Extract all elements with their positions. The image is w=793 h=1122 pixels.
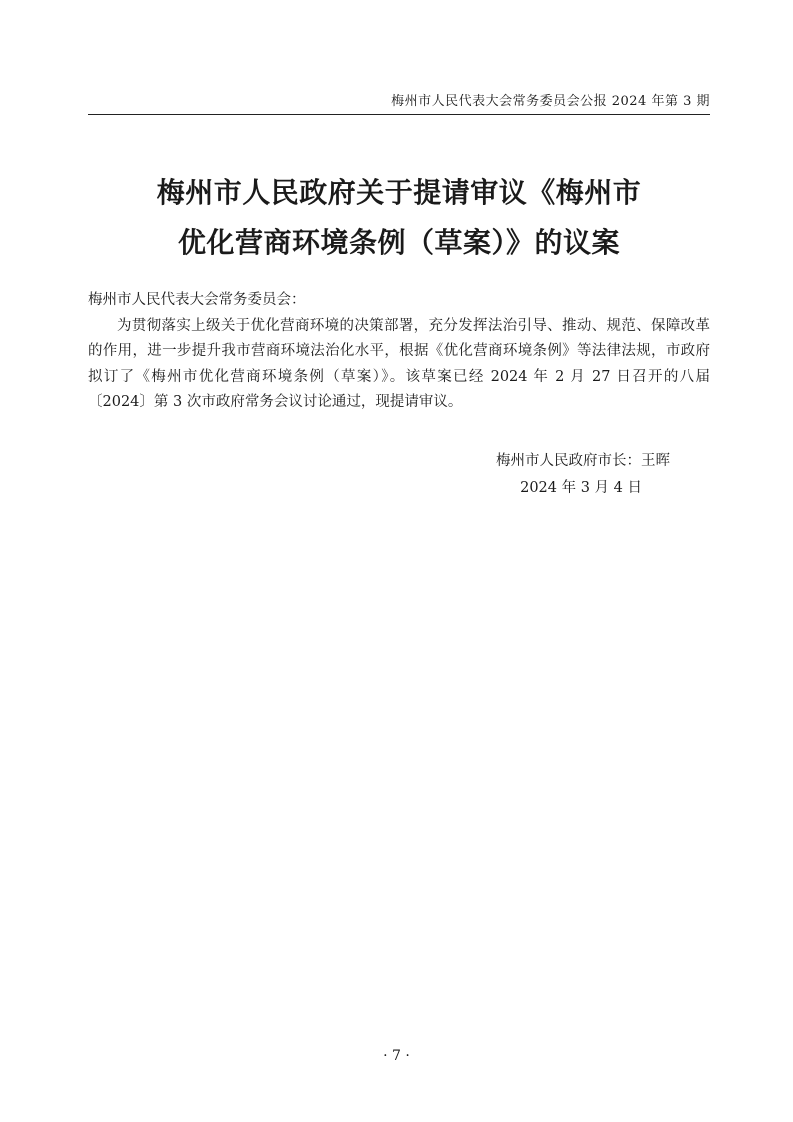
title-line-1: 梅州市人民政府关于提请审议《梅州市 (156, 176, 642, 209)
signature-date: 2024 年 3 月 4 日 (520, 480, 642, 496)
title-line-2: 优化营商环境条例（草案）》的议案 (177, 226, 620, 259)
signature-name: 梅州市人民政府市长：王晖 (496, 453, 670, 469)
document-body (88, 288, 710, 416)
header-rule (88, 114, 710, 115)
document-title (88, 168, 710, 268)
body-paragraph: 为贯彻落实上级关于优化营商环境的决策部署，充分发挥法治引导、推动、规范、保障改革的作用，进一步提升我市营商环境法治化水平，根据《优化营商环境条例》等法律法规，市政府拟订了《梅州市优化营商环境条例（草案）》。该草案已经 2024 年 2 月 27 日召开的八届〔2024〕第 3 次市政府常务会议讨论通过，现提请审议。 (88, 317, 710, 410)
page-number: · 7 · (383, 1048, 410, 1064)
page-header (88, 92, 710, 112)
header-text: 梅州市人民代表大会常务委员会公报 2024 年第 3 期 (391, 94, 710, 109)
salutation: 梅州市人民代表大会常务委员会： (88, 292, 306, 308)
signature-block (88, 448, 710, 502)
